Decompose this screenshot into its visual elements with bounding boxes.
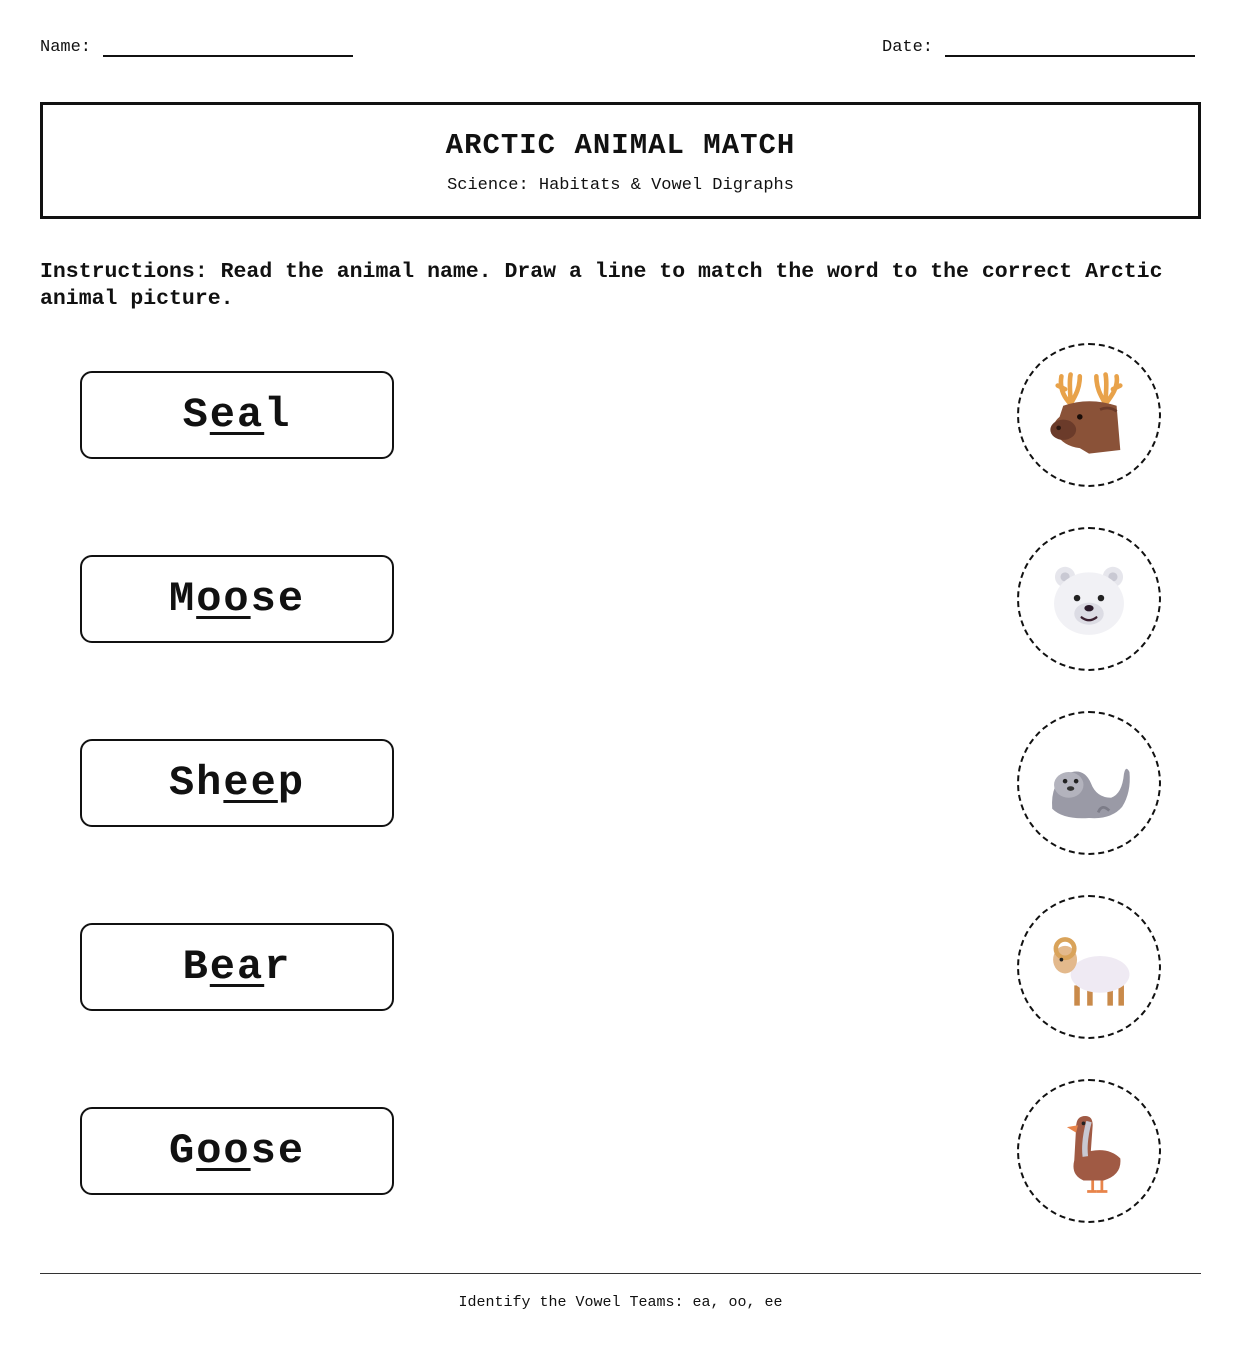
word-card-sheep[interactable]	[80, 739, 394, 827]
worksheet-subtitle: Science: Habitats & Vowel Digraphs	[447, 176, 794, 195]
date-field[interactable]	[882, 38, 1195, 57]
vowel-digraph: oo	[196, 1127, 251, 1175]
word-card-moose[interactable]	[80, 555, 394, 643]
seal-icon	[1043, 737, 1135, 829]
name-label: Name:	[40, 38, 92, 57]
word-card-goose[interactable]	[80, 1107, 394, 1195]
vowel-digraph: ea	[209, 391, 265, 439]
picture-circle-sheep[interactable]	[1017, 895, 1161, 1039]
picture-circle-seal[interactable]	[1017, 711, 1161, 855]
word-part: G	[168, 1127, 197, 1175]
goose-icon	[1043, 1105, 1135, 1197]
worksheet-title: ARCTIC ANIMAL MATCH	[445, 129, 796, 162]
word-part: l	[264, 391, 292, 439]
date-blank-line[interactable]	[945, 41, 1195, 57]
name-field[interactable]	[40, 38, 353, 57]
word-card-seal[interactable]	[80, 371, 394, 459]
vowel-digraph: oo	[196, 575, 251, 623]
vowel-digraph: ea	[209, 943, 265, 991]
word-part: r	[264, 943, 292, 991]
sheep-icon	[1043, 921, 1135, 1013]
vowel-digraph: ee	[223, 759, 278, 807]
word-part: se	[250, 575, 306, 623]
footer-divider	[40, 1273, 1201, 1274]
polar-bear-icon	[1043, 553, 1135, 645]
picture-circle-moose[interactable]	[1017, 343, 1161, 487]
moose-icon	[1043, 369, 1135, 461]
instructions-text: Instructions: Read the animal name. Draw a line to match the word to the correct Arctic animal picture.	[40, 260, 1163, 311]
word-part: B	[182, 943, 210, 991]
picture-circle-goose[interactable]	[1017, 1079, 1161, 1223]
picture-circle-polar-bear[interactable]	[1017, 527, 1161, 671]
name-blank-line[interactable]	[103, 41, 353, 57]
word-part: p	[277, 759, 306, 807]
word-part: Sh	[168, 759, 224, 807]
word-part: M	[168, 575, 197, 623]
word-card-bear[interactable]	[80, 923, 394, 1011]
footer-text: Identify the Vowel Teams: ea, oo, ee	[458, 1294, 783, 1311]
word-part: S	[182, 391, 210, 439]
title-box	[40, 102, 1201, 219]
word-part: se	[250, 1127, 306, 1175]
date-label: Date:	[882, 38, 934, 57]
